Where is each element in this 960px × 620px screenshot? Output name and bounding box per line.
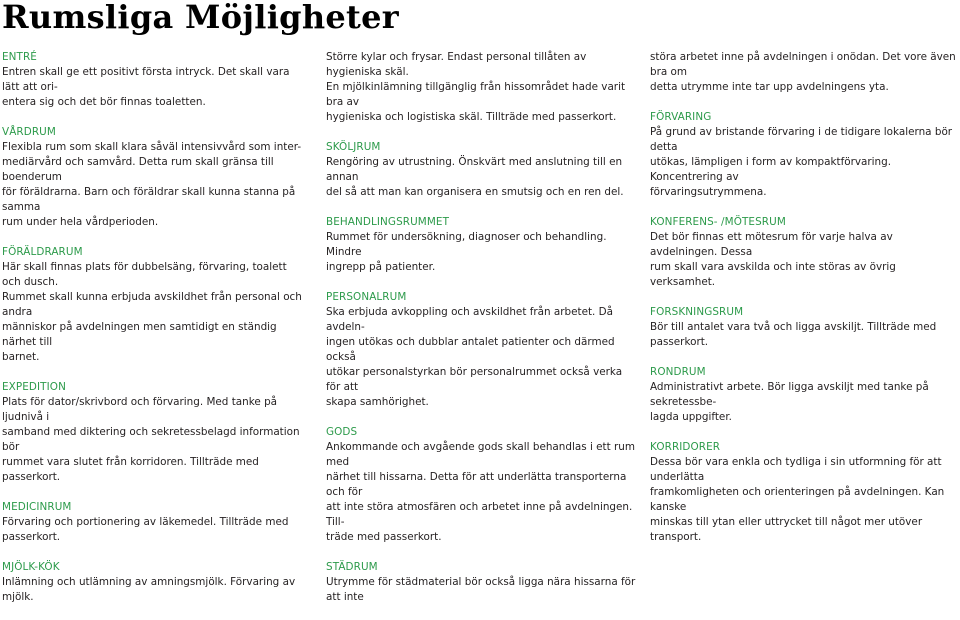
section-text: störa arbetet inne på avdelningen i onödan. Det vore även bra om detta utrymme inte tar upp avdelningens yta. xyxy=(650,51,956,93)
section-text: Ska erbjuda avkoppling och avskildhet från arbetet. Då avdeln- ingen utökas och dubblar antalet patienter och därmed också utökar personalstyrkan bör personalrummet också verka för att skapa samhörighet. xyxy=(326,306,623,408)
section xyxy=(2,560,302,605)
section-text: Inlämning och utlämning av amningsmjölk. Förvaring av mjölk. xyxy=(2,576,296,603)
section-heading: STÄDRUM xyxy=(326,561,378,573)
section-heading: KONFERENS- /MÖTESRUM xyxy=(650,216,786,228)
section-text: Dessa bör vara enkla och tydliga i sin utformning för att underlätta framkomligheten och orienteringen på avdelningen. Kan kanske minskas till ytan eller uttrycket till något mer utöver transport. xyxy=(650,456,945,543)
section-text: Plats för dator/skrivbord och förvaring. Med tanke på ljudnivå i samband med diktering och sekretessbelagd information bör rummet vara slutet från korridoren. Tillträde med passerkort. xyxy=(2,396,300,483)
section-heading: FÖRÄLDRARUM xyxy=(2,246,83,258)
section-text: Rengöring av utrustning. Önskvärt med anslutning till en annan del så att man kan organisera en smutsig och en ren del. xyxy=(326,156,624,198)
section-heading: GODS xyxy=(326,426,358,438)
section xyxy=(326,560,636,605)
section-text: Entren skall ge ett positivt första intryck. Det skall vara lätt att ori- entera sig och det bör finnas toaletten. xyxy=(2,66,290,108)
section xyxy=(2,245,302,365)
section-heading: MJÖLK-KÖK xyxy=(2,561,60,573)
section-heading: SKÖLJRUM xyxy=(326,141,381,153)
section-heading: VÅRDRUM xyxy=(2,126,56,138)
section xyxy=(326,215,636,275)
section-heading: FÖRVARING xyxy=(650,111,712,123)
section-text: På grund av bristande förvaring i de tidigare lokalerna bör detta utökas, lämpligen i form av kompaktförvaring. Koncentrering av förvaringsutrymmena. xyxy=(650,126,953,198)
section-heading: RONDRUM xyxy=(650,366,706,378)
section xyxy=(650,305,958,350)
section xyxy=(650,215,958,290)
section-text: Här skall finnas plats för dubbelsäng, förvaring, toalett och dusch. Rummet skall kunna erbjuda avskildhet från personal och andra människor på avdelningen men samtidigt en ständig närhet till barnet. xyxy=(2,261,302,363)
section xyxy=(650,440,958,545)
section xyxy=(2,380,302,485)
page-title: Rumsliga Möjligheter xyxy=(2,0,399,36)
section-heading: ENTRÉ xyxy=(2,51,37,63)
section-text: Rummet för undersökning, diagnoser och behandling. Mindre ingrepp på patienter. xyxy=(326,231,607,273)
section-text: Det bör finnas ett mötesrum för varje halva av avdelningen. Dessa rum skall vara avskilda och inte störas av övrig verksamhet. xyxy=(650,231,896,288)
section xyxy=(2,500,302,545)
section-text: Administrativt arbete. Bör ligga avskiljt med tanke på sekretessbe- lagda uppgifter. xyxy=(650,381,929,423)
section-heading: FORSKNINGSRUM xyxy=(650,306,744,318)
section xyxy=(650,110,958,200)
section-text: Större kylar och frysar. Endast personal tillåten av hygieniska skäl. En mjölkinlämning tillgänglig från hissområdet hade varit bra av hygieniska och logistiska skäl. Tillträde med passerkort. xyxy=(326,51,626,123)
section-text: Ankommande och avgående gods skall behandlas i ett rum med närhet till hissarna. Detta för att underlätta transporterna och för att inte störa atmosfären och arbetet inne på avdelningen. Till- träde med passerkort. xyxy=(326,441,635,543)
section-heading: BEHANDLINGSRUMMET xyxy=(326,216,450,228)
section-text: Bör till antalet vara två och ligga avskiljt. Tillträde med passerkort. xyxy=(650,321,937,348)
section xyxy=(2,50,302,110)
section xyxy=(326,290,636,410)
column-3 xyxy=(650,50,958,560)
section xyxy=(326,50,636,125)
section xyxy=(2,125,302,230)
section-text: Utrymme för städmaterial bör också ligga nära hissarna för att inte xyxy=(326,576,636,603)
section-text: Flexibla rum som skall klara såväl intensivvård som inter- mediärvård och samvård. Detta rum skall gränsa till boenderum för föräldrarna. Barn och föräldrar skall kunna stanna på samma rum under hela vårdperioden. xyxy=(2,141,302,228)
section-text: Förvaring och portionering av läkemedel. Tillträde med passerkort. xyxy=(2,516,289,543)
section-heading: EXPEDITION xyxy=(2,381,66,393)
column-2 xyxy=(326,50,636,620)
section xyxy=(326,425,636,545)
column-1 xyxy=(2,50,302,620)
section-heading: KORRIDORER xyxy=(650,441,721,453)
section xyxy=(650,365,958,425)
section xyxy=(650,50,958,95)
section-heading: PERSONALRUM xyxy=(326,291,407,303)
section-heading: MEDICINRUM xyxy=(2,501,72,513)
section xyxy=(326,140,636,200)
